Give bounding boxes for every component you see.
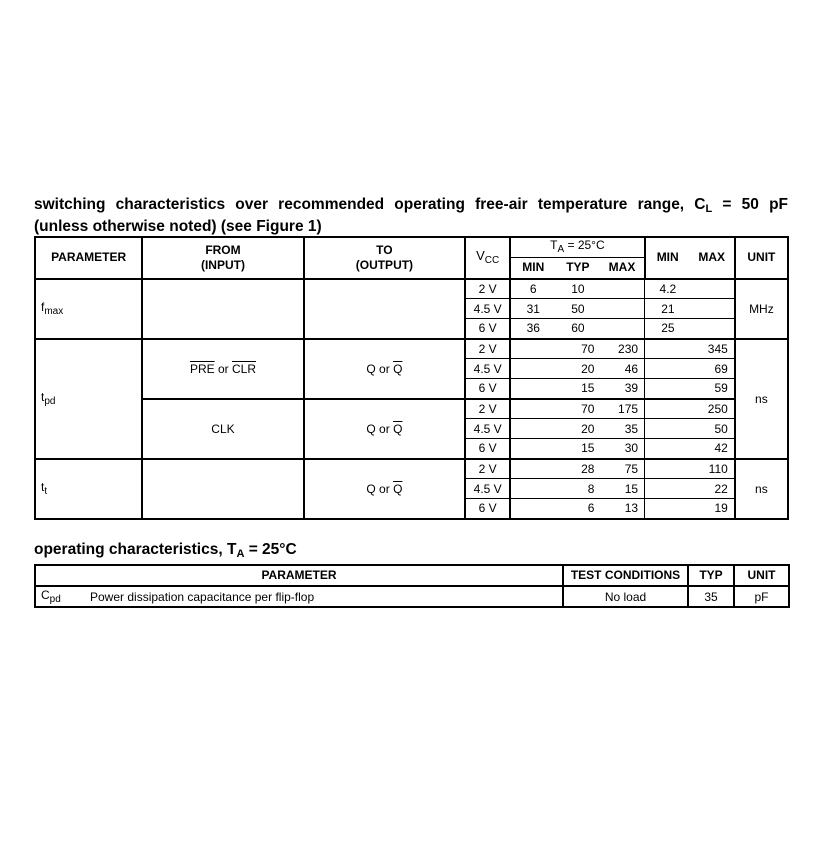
fmax-min2: 4.2 — [645, 279, 691, 299]
switching-title-line1: switching characteristics over recommended operating free-air temperature range, $C_L = 50$ pF — [34, 196, 788, 215]
header-vcc: $V_{CC}$ — [465, 237, 510, 279]
tpd-row-1 — [35, 339, 788, 359]
tpd-unit: ns — [735, 339, 788, 459]
tt-row-1 — [35, 459, 788, 479]
op-typ: 35 — [688, 586, 734, 607]
tt-typ: 8 — [555, 479, 600, 499]
tpd-min — [510, 379, 555, 399]
tt-typ: 6 — [555, 499, 600, 519]
operating-characteristics-title: operating characteristics, $T_A = 25^\circ C$ — [34, 541, 297, 560]
tt-max2: 110 — [691, 459, 735, 479]
tpd-from-pre-clr: $\overline{PRE}$ or $\overline{CLR}$ — [142, 339, 303, 399]
op-description: Power dissipation capacitance per flip-flop — [90, 586, 563, 607]
tpd-to-q-2: Q or $\overline{Q}$ — [304, 399, 465, 459]
tt-max2: 22 — [691, 479, 735, 499]
fmax-max — [600, 319, 644, 339]
tpd-min2 — [645, 399, 691, 419]
tt-max: 15 — [600, 479, 644, 499]
header-min: MIN — [510, 258, 555, 279]
tpd-max: 35 — [600, 419, 644, 439]
tpd-min — [510, 339, 555, 359]
tpd-max: 39 — [600, 379, 644, 399]
tpd-vcc: 6 V — [465, 439, 510, 459]
header-min-max: MIN MAX — [645, 237, 735, 279]
tpd-typ: 20 — [555, 419, 600, 439]
tt-min — [510, 499, 555, 519]
tpd-min2 — [645, 339, 691, 359]
fmax-typ: 60 — [555, 319, 600, 339]
tpd-max: 175 — [600, 399, 644, 419]
fmax-parameter: $f_{max}$ — [35, 279, 142, 339]
tt-typ: 28 — [555, 459, 600, 479]
tpd-typ: 15 — [555, 439, 600, 459]
fmax-from — [142, 279, 303, 339]
tpd-min2 — [645, 379, 691, 399]
operating-characteristics-table — [34, 564, 790, 608]
tt-unit: ns — [735, 459, 788, 519]
tpd-vcc: 2 V — [465, 339, 510, 359]
fmax-to — [304, 279, 465, 339]
op-symbol-cpd: $C_{pd}$ — [35, 586, 90, 607]
fmax-max — [600, 279, 644, 299]
op-unit: pF — [734, 586, 789, 607]
tpd-max2: 59 — [691, 379, 735, 399]
tt-min — [510, 459, 555, 479]
header-row-1 — [35, 237, 788, 258]
tpd-min — [510, 439, 555, 459]
tpd-from-clk: CLK — [142, 399, 303, 459]
header-ta: $T_A = 25^\circ C$ — [510, 237, 644, 258]
tpd-row-4 — [35, 399, 788, 419]
tpd-typ: 70 — [555, 399, 600, 419]
tpd-min — [510, 419, 555, 439]
fmax-max2 — [691, 299, 735, 319]
operating-header-row — [35, 565, 789, 586]
fmax-vcc: 4.5 V — [465, 299, 510, 319]
tt-min2 — [645, 499, 691, 519]
tt-max2: 19 — [691, 499, 735, 519]
tpd-vcc: 4.5 V — [465, 419, 510, 439]
operating-row-cpd — [35, 586, 789, 607]
op-header-parameter: PARAMETER — [35, 565, 563, 586]
header-parameter: PARAMETER — [35, 237, 142, 279]
header-unit: UNIT — [735, 237, 788, 279]
tpd-min2 — [645, 439, 691, 459]
tt-vcc: 6 V — [465, 499, 510, 519]
op-header-typ: TYP — [688, 565, 734, 586]
fmax-typ: 50 — [555, 299, 600, 319]
tt-max: 13 — [600, 499, 644, 519]
fmax-max — [600, 299, 644, 319]
op-header-unit: UNIT — [734, 565, 789, 586]
tpd-min2 — [645, 419, 691, 439]
tpd-typ: 20 — [555, 359, 600, 379]
tt-min — [510, 479, 555, 499]
fmax-min: 36 — [510, 319, 555, 339]
fmax-typ: 10 — [555, 279, 600, 299]
tt-min2 — [645, 459, 691, 479]
tpd-min — [510, 359, 555, 379]
tpd-typ: 15 — [555, 379, 600, 399]
fmax-min2: 21 — [645, 299, 691, 319]
tpd-min — [510, 399, 555, 419]
header-max: MAX — [600, 258, 644, 279]
tpd-max2: 250 — [691, 399, 735, 419]
fmax-vcc: 6 V — [465, 319, 510, 339]
fmax-vcc: 2 V — [465, 279, 510, 299]
header-from: FROM (INPUT) — [142, 237, 303, 279]
switching-title-line2: (unless otherwise noted) (see Figure 1) — [34, 218, 322, 235]
fmax-min: 31 — [510, 299, 555, 319]
switching-characteristics-title — [34, 196, 788, 235]
tpd-max2: 345 — [691, 339, 735, 359]
fmax-max2 — [691, 279, 735, 299]
tpd-vcc: 6 V — [465, 379, 510, 399]
tpd-max2: 50 — [691, 419, 735, 439]
header-typ: TYP — [555, 258, 600, 279]
fmax-row-1 — [35, 279, 788, 299]
tt-min2 — [645, 479, 691, 499]
tt-from — [142, 459, 303, 519]
tpd-parameter: $t_{pd}$ — [35, 339, 142, 459]
tt-vcc: 4.5 V — [465, 479, 510, 499]
tt-max: 75 — [600, 459, 644, 479]
tpd-max2: 69 — [691, 359, 735, 379]
tpd-to-q: Q or $\overline{Q}$ — [304, 339, 465, 399]
tpd-max2: 42 — [691, 439, 735, 459]
tpd-vcc: 2 V — [465, 399, 510, 419]
op-header-test-conditions: TEST CONDITIONS — [563, 565, 688, 586]
tpd-min2 — [645, 359, 691, 379]
fmax-min2: 25 — [645, 319, 691, 339]
tt-parameter: $t_t$ — [35, 459, 142, 519]
tpd-max: 230 — [600, 339, 644, 359]
fmax-max2 — [691, 319, 735, 339]
fmax-unit: MHz — [735, 279, 788, 339]
tpd-typ: 70 — [555, 339, 600, 359]
tt-to-q: Q or $\overline{Q}$ — [304, 459, 465, 519]
tpd-vcc: 4.5 V — [465, 359, 510, 379]
switching-characteristics-table — [34, 236, 789, 520]
tt-vcc: 2 V — [465, 459, 510, 479]
tpd-max: 46 — [600, 359, 644, 379]
tpd-max: 30 — [600, 439, 644, 459]
op-test-conditions: No load — [563, 586, 688, 607]
header-to: TO (OUTPUT) — [304, 237, 465, 279]
fmax-min: 6 — [510, 279, 555, 299]
